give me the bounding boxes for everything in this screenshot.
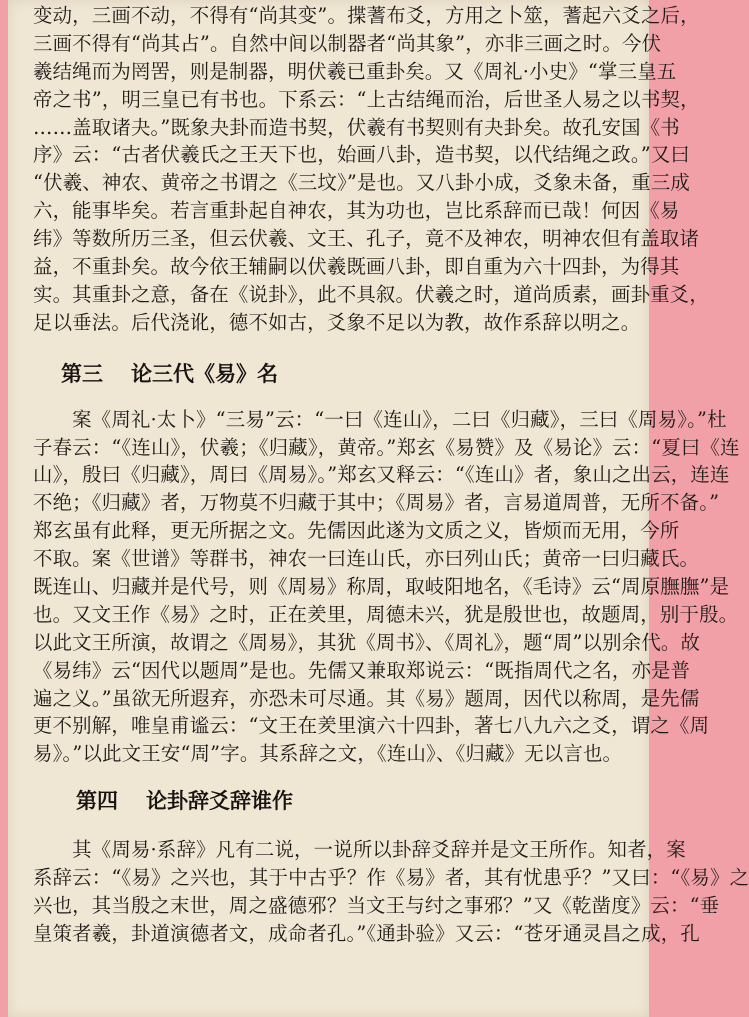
text-line: “伏羲、神农、黄帝之书谓之《三坟》”是也。又八卦小成，爻象未备，重三成 <box>33 171 691 195</box>
text-line: 足以垂法。后代浇讹，德不如古，爻象不足以为教，故作系辞以明之。 <box>33 310 641 334</box>
text-line: 六，能事毕矣。若言重卦起自神农，其为功也，岂比系辞而已哉！何因《易 <box>33 199 680 223</box>
text-line: 案《周礼·太卜》“三易”云：“一曰《连山》，二曰《归藏》，三曰《周易》。”杜 <box>33 407 727 431</box>
text-line: 易》。”以此文王安“周”字。其系辞之文，《连山》、《归藏》无以言也。 <box>33 742 623 766</box>
text-line: 序》云：“古者伏羲氏之王天下也，始画八卦，造书契，以代结绳之政。”又曰 <box>33 143 691 167</box>
text-line: 更不别解，唯皇甫谧云：“文王在羑里演六十四卦，著七八九六之爻，谓之《周 <box>33 714 710 738</box>
text-line: 不绝；《归藏》者，万物莫不归藏于其中；《周易》者，言易道周普，无所不备。” <box>33 491 720 515</box>
text-line: 实。其重卦之意，备在《说卦》，此不具叙。伏羲之时，道尚质素，画卦重爻， <box>33 282 709 306</box>
text-line: 遍之义。”虽欲无所遐弃，亦恐未可尽通。其《易》题周，因代以称周，是先儒 <box>33 686 700 710</box>
text-line: 以此文王所演，故谓之《周易》，其犹《周书》、《周礼》，题“周”以别余代。故 <box>33 630 701 654</box>
text-line: 系辞云：“《易》之兴也，其于中古乎？作《易》者，其有忧患乎？”又曰：“《易》之 <box>33 866 749 890</box>
page-content <box>33 0 749 948</box>
section-4-number: 第四 <box>76 789 118 814</box>
text-line: 子春云：“《连山》，伏羲；《归藏》，黄帝。”郑玄《易赞》及《易论》云：“夏曰《连 <box>33 435 740 459</box>
text-line: 也。又文王作《易》之时，正在羑里，周德未兴，犹是殷世也，故题周，别于殷。 <box>33 602 739 626</box>
text-line: ……盖取诸夬。”既象夬卦而造书契，伏羲有书契则有夬卦矣。故孔安国《书 <box>33 115 680 139</box>
section-4-heading <box>76 786 633 816</box>
text-line: 纬》等数所历三圣，但云伏羲、文王、孔子，竟不及神农，明神农但有盖取诸 <box>33 227 700 251</box>
text-line: 《易纬》云“因代以题周”是也。先儒又兼取郑说云：“既指周代之名，亦是普 <box>33 658 691 682</box>
intro-paragraph <box>33 2 709 337</box>
text-line: 三画不得有“尚其占”。自然中间以制器者“尚其象”，亦非三画之时。今伏 <box>33 31 662 55</box>
section-3-body <box>33 406 740 769</box>
section-3-number: 第三 <box>61 361 103 386</box>
text-line: 益，不重卦矣。故今依王辅嗣以伏羲既画八卦，即自重为六十四卦，为得其 <box>33 255 680 279</box>
text-line: 既连山、归藏并是代号，则《周易》称周，取岐阳地名，《毛诗》云“周原膴膴”是 <box>33 575 730 599</box>
text-line: 不取。案《世谱》等群书，神农一曰连山氏，亦曰列山氏；黄帝一曰归藏氏。 <box>33 547 700 571</box>
section-3-title: 论三代《易》名 <box>131 361 278 386</box>
text-line: 皇策者羲，卦道演德者文，成命者孔。”《通卦验》又云：“苍牙通灵昌之成，孔 <box>33 921 700 945</box>
text-line: 羲结绳而为罔罟，则是制器，明伏羲已重卦矣。又《周礼·小史》“掌三皇五 <box>33 59 677 83</box>
text-line: 兴也，其当殷之末世，周之盛德邪？当文王与纣之事邪？”又《乾凿度》云：“垂 <box>33 894 720 918</box>
section-3-heading <box>61 359 633 389</box>
text-line: 变动，三画不动，不得有“尚其变”。揲蓍布爻，方用之卜筮，蓍起六爻之后， <box>33 4 700 27</box>
text-line: 其《周易·系辞》凡有二说，一说所以卦辞爻辞并是文王所作。知者，案 <box>33 838 686 862</box>
book-page <box>8 0 749 1017</box>
text-line: 山》，殷曰《归藏》，周曰《周易》。”郑玄又释云：“《连山》者，象山之出云，连连 <box>33 463 730 487</box>
text-line: 郑玄虽有此释，更无所据之文。先儒因此遂为文质之义，皆烦而无用，今所 <box>33 519 680 543</box>
section-4-body <box>33 836 749 948</box>
text-line: 帝之书”，明三皇已有书也。下系云：“上古结绳而治，后世圣人易之以书契， <box>33 87 700 111</box>
section-4-title: 论卦辞爻辞谁作 <box>146 789 293 814</box>
